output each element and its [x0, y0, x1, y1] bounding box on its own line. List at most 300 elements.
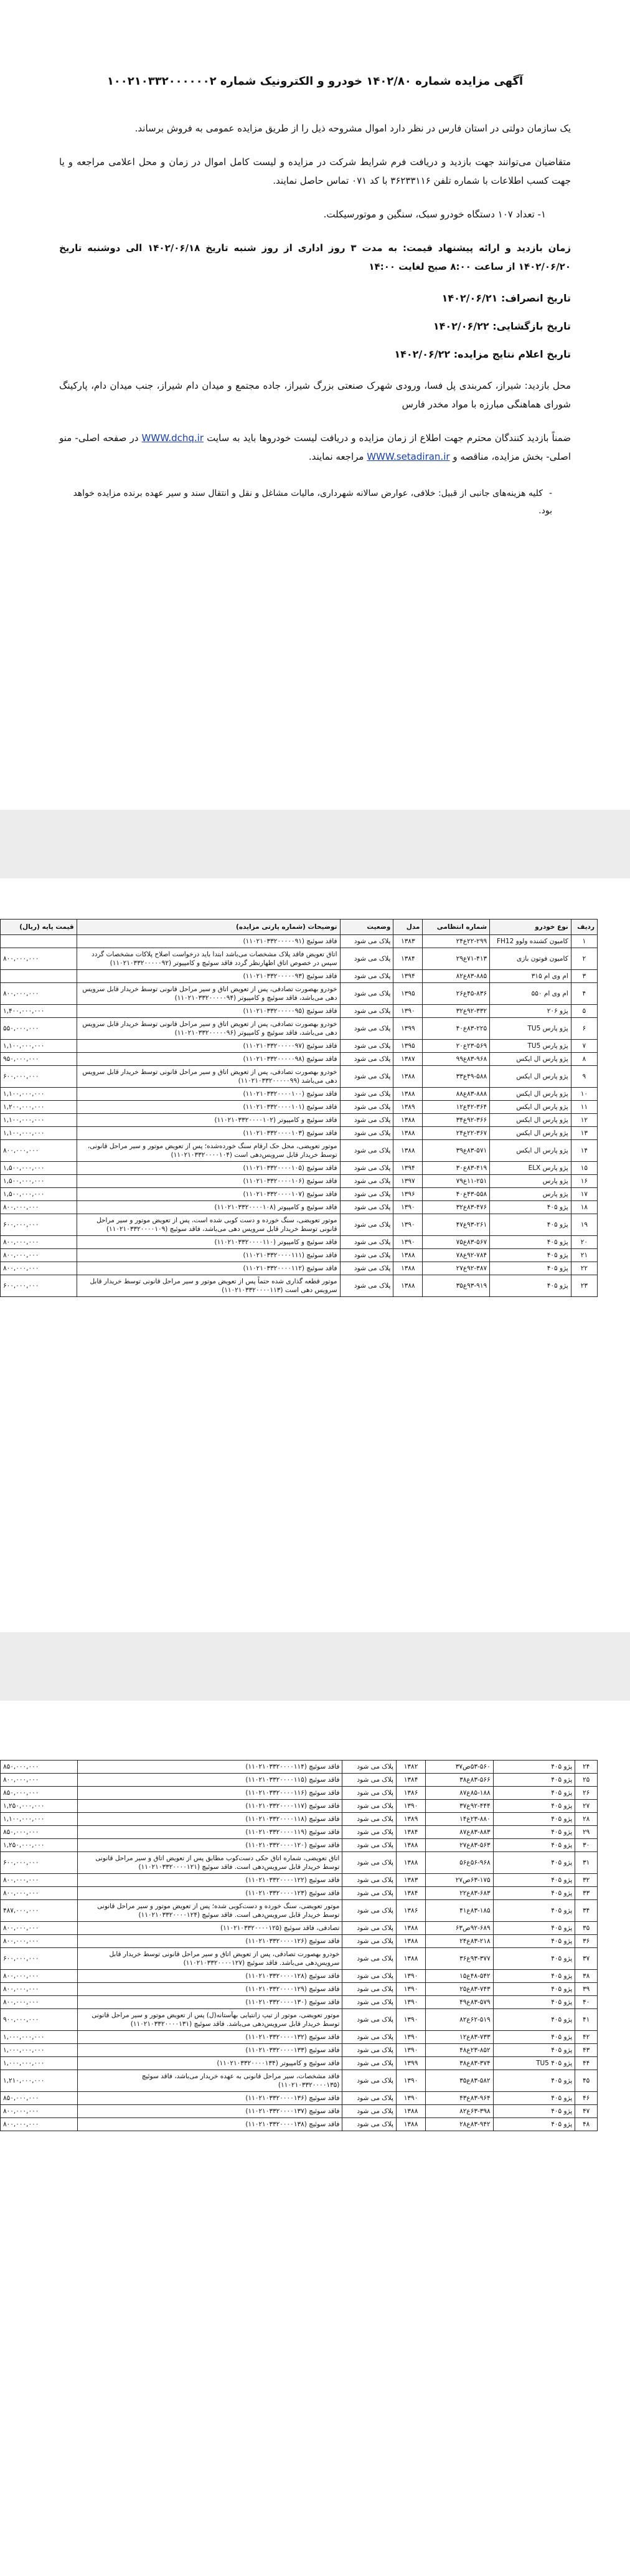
cell-price: ۸۵۰,۰۰۰,۰۰۰ [1, 1787, 78, 1800]
cell-desc: فاقد سوئیچ (۱۱۰۲۱۰۳۳۲۰۰۰۰۰۹۵) [77, 1005, 340, 1018]
cell-desc: فاقد سوئیچ (۱۱۰۲۱۰۳۳۲۰۰۰۰۱۰۳) [77, 1127, 340, 1140]
note-suffix: مراجعه نمایند. [308, 451, 364, 462]
table-row [1, 1162, 598, 1175]
table-row [1, 1948, 598, 1970]
vehicle-table-part-1 [0, 919, 598, 1297]
header-price: قیمت پایه (ریال) [1, 920, 77, 935]
cell-plate: ۸۳-۵۶۳ع۲۷ [426, 1839, 493, 1852]
cell-model: ۱۳۹۰ [396, 2009, 425, 2031]
cell-car: پژو پارس [490, 1188, 571, 1201]
cell-model: ۱۳۸۸ [393, 1114, 423, 1127]
cell-plate: ۸۳-۶۸۳ع۲۲ [426, 1887, 493, 1900]
table-row [1, 1053, 598, 1066]
cell-row: ۴۶ [575, 2092, 598, 2105]
cell-row: ۴۲ [575, 2031, 598, 2044]
table-row [1, 1800, 598, 1813]
cell-row: ۲۱ [571, 1249, 597, 1262]
table-row [1, 983, 598, 1005]
cell-row: ۲۷ [575, 1800, 598, 1813]
table-row [1, 1262, 598, 1275]
page-3 [0, 1701, 630, 2576]
cell-car: پژو ۴۰۵ [493, 1800, 575, 1813]
cell-plate: ۸۳-۷۳۳ع۱۲ [426, 2031, 493, 2044]
cell-car: پژو پارس TU5 [490, 1018, 571, 1040]
cell-model: ۱۳۸۸ [396, 1935, 425, 1948]
cell-price: ۸۰۰,۰۰۰,۰۰۰ [1, 1774, 78, 1787]
cell-row: ۴ [571, 983, 597, 1005]
cell-status: پلاک می شود [342, 1887, 397, 1900]
table-row [1, 1935, 598, 1948]
cell-row: ۳۷ [575, 1948, 598, 1970]
cell-plate: ۸۳-۵۷۹ع۴۹ [426, 1996, 493, 2009]
cell-car: پژو ۴۰۵ [493, 1774, 575, 1787]
cell-status: پلاک می شود [340, 1162, 393, 1175]
cell-model: ۱۳۸۸ [393, 1262, 423, 1275]
cell-model: ۱۳۹۴ [393, 1162, 423, 1175]
cell-plate: ۶۳-۱۷۵ص۲۷ [426, 1874, 493, 1887]
cell-desc: فاقد سوئیچ (۱۱۰۲۱۰۳۳۲۰۰۰۰۰۹۳) [77, 970, 340, 983]
cell-model: ۱۳۹۵ [393, 983, 423, 1005]
table-row [1, 1983, 598, 1996]
table-row [1, 1275, 598, 1297]
cell-car: پژو ۴۰۵ [493, 1935, 575, 1948]
cell-car: پژو پارس ال ایکس [490, 1066, 571, 1088]
site-link-setadiran[interactable]: WWW.setadiran.ir [367, 451, 450, 462]
table-row [1, 1970, 598, 1983]
cell-row: ۳۵ [575, 1922, 598, 1935]
cell-car: پژو ۴۰۵ [493, 1813, 575, 1826]
cell-status: پلاک می شود [342, 1774, 397, 1787]
cell-desc: فاقد سوئیچ (۱۱۰۲۱۰۳۳۲۰۰۰۰۰۹۱) [77, 935, 340, 948]
cell-status: پلاک می شود [342, 1996, 397, 2009]
cell-desc: خودرو بهصورت تصادفی، پس از تعویض اتاق و سیر مراحل قانونی توسط خریدار قابل سرویس‌دهی می‌باشد. فاقد سوئیچ (۱۱۰۲۱۰۳۳۲۰۰۰۰۱۲۷) [77, 1948, 342, 1970]
cell-car: پژو ۴۰۵ [493, 2118, 575, 2131]
cell-status: پلاک می شود [340, 1175, 393, 1188]
cell-desc: فاقد سوئیچ (۱۱۰۲۱۰۳۳۲۰۰۰۰۱۳۶) [77, 2092, 342, 2105]
cell-desc: خودرو بهصورت تصادفی، پس از تعویض اتاق و سیر مراحل قانونی توسط خریدار قابل سرویس دهی می‌باشد (۱۱۰۲۱۰۳۳۲۰۰۰۰۰۹۹) [77, 1066, 340, 1088]
cell-price: ۸۰۰,۰۰۰,۰۰۰ [1, 2105, 78, 2118]
cell-price: ۹۰۰,۰۰۰,۰۰۰ [1, 2009, 78, 2031]
cell-car: پژو ۴۰۵ [493, 1970, 575, 1983]
cell-plate: ۷۱-۴۱۳ع۲۹ [423, 948, 490, 970]
cell-model: ۱۳۸۸ [396, 1852, 425, 1874]
cell-price: ۸۰۰,۰۰۰,۰۰۰ [1, 983, 77, 1005]
table-row [1, 1018, 598, 1040]
page-separator [0, 810, 630, 878]
cell-desc: فاقد سوئیچ (۱۱۰۲۱۰۳۳۲۰۰۰۰۱۳۳) [77, 2044, 342, 2057]
cell-plate: ۸۵-۱۸۸ع۸۷ [426, 1787, 493, 1800]
cell-plate: ۸۳-۷۴۳ع۲۵ [426, 1983, 493, 1996]
cell-row: ۴۴ [575, 2057, 598, 2070]
cell-price: ۸۰۰,۰۰۰,۰۰۰ [1, 1970, 78, 1983]
cell-row: ۴۰ [575, 1996, 598, 2009]
cell-desc: موتور تعویضی، موتور از تیپ زانتیایی بهآستانه(ل) پس از تعویض موتور و سیر مراحل قانونی توسط خریدار قابل سرویس‌دهی می‌باشد. فاقد سوئیچ (۱۱۰۲۱۰۳۳۲۰۰۰۰۱۳۱) [77, 2009, 342, 2031]
cell-plate: ۸۳-۵۶۷ع۷۵ [423, 1236, 490, 1249]
announcement-body [0, 0, 630, 520]
cell-model: ۱۳۹۵ [393, 1040, 423, 1053]
cell-row: ۱۹ [571, 1214, 597, 1236]
cell-price: ۱,۲۵۰,۰۰۰,۰۰۰ [1, 1800, 78, 1813]
page-2 [0, 878, 630, 1632]
cell-row: ۳۶ [575, 1935, 598, 1948]
cell-model: ۱۳۸۸ [393, 1127, 423, 1140]
cell-row: ۲۸ [575, 1813, 598, 1826]
cell-desc: موتور تعویضی، محل حک ارقام سنگ خورده‌شده؛ پس از تعویض موتور و سیر مراحل قانونی، توسط خریدار قابل سرویس‌دهی است (۱۱۰۲۱۰۳۳۲۰۰۰۰۱۰۴) [77, 1140, 340, 1162]
cell-price: ۱,۲۵۰,۰۰۰,۰۰۰ [1, 1839, 78, 1852]
cell-price [1, 935, 77, 948]
cell-price: ۸۰۰,۰۰۰,۰۰۰ [1, 1996, 78, 2009]
page-title: آگهی مزایده شماره ۱۴۰۲/۸۰ خودرو و الکترونیک شماره ۱۰۰۲۱۰۳۳۲۰۰۰۰۰۰۲ [106, 75, 524, 88]
cell-model: ۱۳۸۸ [393, 1140, 423, 1162]
table-row [1, 2031, 598, 2044]
cell-desc: فاقد سوئیچ (۱۱۰۲۱۰۳۳۲۰۰۰۰۱۱۸) [77, 1813, 342, 1826]
cell-plate: ۸۳-۱۸۵ع۴۱ [426, 1900, 493, 1922]
cell-car: پژو ۴۰۵ [493, 1983, 575, 1996]
cell-model: ۱۳۹۰ [393, 1214, 423, 1236]
cell-status: پلاک می شود [340, 1262, 393, 1275]
cell-status: پلاک می شود [342, 1900, 397, 1922]
cell-price: ۸۰۰,۰۰۰,۰۰۰ [1, 1236, 77, 1249]
cell-desc: اتاق تعویض فاقد پلاک مشخصات می‌باشد ابتدا باید درخواست اصلاح پلاکات مشخصات گردد سپس در خصوص اتاق اظهارنظر گردد فاقد سوئیچ و کامپیوتر (۱۱۰۲۱۰۳۳۲۰۰۰۰۰۹۲) [77, 948, 340, 970]
cell-model: ۱۳۹۰ [396, 2044, 425, 2057]
cell-model: ۱۳۹۰ [396, 1996, 425, 2009]
cell-plate: ۲۲-۲۹۹ع۲۴ [423, 935, 490, 948]
cell-desc: موتور تعویضی، سنگ خورده و دست کوبی شده است، پس از تعویض موتور و سیر مراحل قانونی توسط خریدار قابل سرویس دهی می‌باشد، فاقد سوئیچ (۱۱۰۲۱۰۳۳۲۰۰۰۰۱۰۹) [77, 1214, 340, 1236]
cell-model: ۱۳۸۸ [396, 1922, 425, 1935]
cell-status: پلاک می شود [340, 948, 393, 970]
table-body [1, 935, 598, 1297]
cell-model: ۱۳۹۰ [393, 1201, 423, 1214]
cell-desc: فاقد سوئیچ (۱۱۰۲۱۰۳۳۲۰۰۰۰۱۰۷) [77, 1188, 340, 1201]
cell-row: ۴۱ [575, 2009, 598, 2031]
cell-car: پژو پارس ال ایکس [490, 1101, 571, 1114]
cell-desc: فاقد سوئیچ (۱۱۰۲۱۰۳۳۲۰۰۰۰۱۰۱) [77, 1101, 340, 1114]
cell-plate: ۸۳-۲۲۵ع۴۰ [423, 1018, 490, 1040]
cell-model: ۱۳۸۹ [393, 1101, 423, 1114]
cell-desc: فاقد سوئیچ (۱۱۰۲۱۰۳۳۲۰۰۰۰۱۱۲) [77, 1262, 340, 1275]
cell-status: پلاک می شود [340, 1249, 393, 1262]
cell-plate: ۸۳-۴۷۶ع۳۲ [423, 1201, 490, 1214]
cell-status: پلاک می شود [342, 1852, 397, 1874]
cell-car: کامیون فوتون بازی [490, 948, 571, 970]
cell-car: پژو ۴۰۵ [493, 1874, 575, 1887]
cell-status: پلاک می شود [342, 2031, 397, 2044]
header-model: مدل [393, 920, 423, 935]
cell-plate: ۹۳-۹۱۹ع۳۵ [423, 1275, 490, 1297]
cell-plate: ۴۲-۳۶۴ع۱۲ [423, 1101, 490, 1114]
cell-row: ۷ [571, 1040, 597, 1053]
site-link-dchq[interactable]: WWW.dchq.ir [141, 432, 204, 444]
cell-plate: ۸۳-۵۷۱ع۳۹ [423, 1140, 490, 1162]
cell-desc: فاقد سوئیچ (۱۱۰۲۱۰۳۳۲۰۰۰۰۱۲۰) [77, 1839, 342, 1852]
cell-car: پژو ۴۰۵ [493, 1826, 575, 1839]
applicants-paragraph: متقاضیان می‌توانند جهت بازدید و دریافت فرم شرایط شرکت در مزایده و لیست کامل اموال در زمان و محل اعلامی مراجعه و یا جهت کسب اطلاعات با شماره تلفن ۳۶۲۳۳۱۱۶ با کد ۰۷۱ تماس حاصل نمایند. [59, 156, 571, 186]
cell-plate: ۲۳-۵۶۹ع۲۰ [423, 1040, 490, 1053]
cell-plate: ۸۳-۸۸۳ع۸۷ [426, 1826, 493, 1839]
results-date: تاریخ اعلام نتایج مزایده: ۱۴۰۲/۰۶/۲۲ [394, 348, 571, 360]
page-separator [0, 1632, 630, 1701]
cell-desc: فاقد سوئیچ (۱۱۰۲۱۰۳۳۲۰۰۰۰۱۲۹) [77, 1983, 342, 1996]
cell-desc: فاقد سوئیچ و کامپیوتر (۱۱۰۲۱۰۳۳۲۰۰۰۰۱۱۰) [77, 1236, 340, 1249]
header-status: وضعیت [340, 920, 393, 935]
cell-status: پلاک می شود [340, 1188, 393, 1201]
table-row [1, 935, 598, 948]
cell-status: پلاک می شود [342, 1948, 397, 1970]
cell-car: پژو ۴۰۵ [490, 1201, 571, 1214]
intro-paragraph: یک سازمان دولتی در استان فارس در نظر دارد اموال مشروحه ذیل را از طریق مزایده عمومی به فروش برساند. [134, 123, 571, 134]
cell-model: ۱۳۸۸ [396, 2105, 425, 2118]
cell-price: ۸۰۰,۰۰۰,۰۰۰ [1, 1935, 78, 1948]
cell-car: پژو ۴۰۵ [493, 1996, 575, 2009]
costs-note: کلیه هزینه‌های جانبی از قبیل: خلافی، عوارض سالانه شهرداری، مالیات مشاغل و نقل و انتقال سند و سیر عهده برنده مزایده خواهد بود. [73, 488, 552, 516]
cell-car: پژو ۴۰۵ [490, 1275, 571, 1297]
table-row [1, 2044, 598, 2057]
cell-plate: ۹۲-۳۸۷ع۲۷ [423, 1262, 490, 1275]
cell-status: پلاک می شود [342, 1813, 397, 1826]
cell-plate: ۴۵-۸۳۶ع۲۶ [423, 983, 490, 1005]
cell-status: پلاک می شود [342, 1800, 397, 1813]
cell-row: ۳۹ [575, 1983, 598, 1996]
cell-model: ۱۳۸۸ [393, 1249, 423, 1262]
cell-model: ۱۳۸۷ [393, 1053, 423, 1066]
cell-price: ۱,۴۰۰,۰۰۰,۰۰۰ [1, 1005, 77, 1018]
cell-plate: ۸۳-۳۷۴ع۳۸ [426, 2057, 493, 2070]
cell-row: ۳۱ [575, 1852, 598, 1874]
cell-row: ۲۰ [571, 1236, 597, 1249]
table-row [1, 1175, 598, 1188]
table-row [1, 1774, 598, 1787]
cell-model: ۱۳۸۲ [396, 1761, 425, 1774]
cell-price: ۱,۵۰۰,۰۰۰,۰۰۰ [1, 1188, 77, 1201]
cell-desc: فاقد سوئیچ (۱۱۰۲۱۰۳۳۲۰۰۰۰۱۱۷) [77, 1800, 342, 1813]
cell-plate: ۲۲-۳۶۷ع۲۴ [423, 1127, 490, 1140]
table-row [1, 1127, 598, 1140]
table-row [1, 1826, 598, 1839]
cell-price: ۱,۵۰۰,۰۰۰,۰۰۰ [1, 1175, 77, 1188]
table-row [1, 1996, 598, 2009]
cell-desc: فاقد سوئیچ (۱۱۰۲۱۰۳۳۲۰۰۰۰۱۱۶) [77, 1787, 342, 1800]
cell-car: پژو پارس ال ایکس [490, 1114, 571, 1127]
cell-status: پلاک می شود [342, 2009, 397, 2031]
cell-price [1, 970, 77, 983]
cell-price: ۸۰۰,۰۰۰,۰۰۰ [1, 1249, 77, 1262]
cell-car: پژو ۴۰۵ [493, 1900, 575, 1922]
visit-time: زمان بازدید و ارائه پیشنهاد قیمت: به مدت ۳ روز اداری از روز شنبه تاریخ ۱۴۰۲/۰۶/۱۸ الی دوشنبه تاریخ ۱۴۰۲/۰۶/۲۰ از ساعت ۸:۰۰ صبح لغایت ۱۴:۰۰ [59, 242, 571, 272]
cell-car: ام وی ام ۵۵۰ [490, 983, 571, 1005]
cell-plate: ۹۲-۳۶۶ع۳۴ [423, 1114, 490, 1127]
cell-price: ۸۰۰,۰۰۰,۰۰۰ [1, 948, 77, 970]
cell-status: پلاک می شود [342, 1787, 397, 1800]
visit-place: محل بازدید: شیراز، کمربندی پل فسا، ورودی شهرک صنعتی بزرگ شیراز، جاده مجتمع و میدان دام شیراز، جنب میدان دام، پارکینگ شورای هماهنگی مبارزه با مواد مخدر فارس [59, 380, 571, 410]
table-row [1, 2057, 598, 2070]
cell-model: ۱۳۸۴ [396, 1826, 425, 1839]
cell-status: پلاک می شود [342, 1874, 397, 1887]
cell-row: ۲۲ [571, 1262, 597, 1275]
cell-model: ۱۳۹۰ [396, 1800, 425, 1813]
cell-car: پژو ۴۰۵ [493, 1839, 575, 1852]
cell-row: ۲ [571, 948, 597, 970]
table-row [1, 1874, 598, 1887]
cell-status: پلاک می شود [340, 1018, 393, 1040]
cell-car: پژو پارس ال ایکس [490, 1088, 571, 1101]
table-row [1, 1188, 598, 1201]
table-row [1, 948, 598, 970]
expiry-date: تاریخ انصراف: ۱۴۰۲/۰۶/۲۱ [441, 292, 571, 304]
cell-status: پلاک می شود [340, 983, 393, 1005]
cell-price: ۸۰۰,۰۰۰,۰۰۰ [1, 1922, 78, 1935]
cell-desc: فاقد سوئیچ (۱۱۰۲۱۰۳۳۲۰۰۰۰۱۲۶) [77, 1935, 342, 1948]
cell-row: ۱۴ [571, 1140, 597, 1162]
cell-row: ۱۵ [571, 1162, 597, 1175]
cell-car: پژو ۴۰۵ [493, 1761, 575, 1774]
cell-plate: ۵۶-۹۶۸ع۵۶ [426, 1852, 493, 1874]
cell-status: پلاک می شود [340, 1088, 393, 1101]
cell-car: پژو ۴۰۵ [493, 1922, 575, 1935]
cell-desc: فاقد سوئیچ (۱۱۰۲۱۰۳۳۲۰۰۰۰۱۰۶) [77, 1175, 340, 1188]
cell-desc: فاقد سوئیچ (۱۱۰۲۱۰۳۳۲۰۰۰۰۱۳۰) [77, 1996, 342, 2009]
cell-car: پژو پارس TU5 [490, 1040, 571, 1053]
cell-price: ۱,۵۰۰,۰۰۰,۰۰۰ [1, 1162, 77, 1175]
cell-plate: ۸۳-۹۶۴ع۴۳ [426, 2092, 493, 2105]
bullet-icon: - [548, 488, 552, 498]
cell-row: ۴۵ [575, 2070, 598, 2092]
cell-price: ۱,۱۰۰,۰۰۰,۰۰۰ [1, 1127, 77, 1140]
note-mid: در صفحه اصلی- منو اصلی- بخش مزایده، مناقصه و [59, 432, 571, 462]
cell-model: ۱۳۹۰ [393, 1236, 423, 1249]
cell-status: پلاک می شود [340, 1066, 393, 1088]
cell-status: پلاک می شود [342, 2070, 397, 2092]
cell-plate: ۹۲-۷۸۴ع۷۸ [423, 1249, 490, 1262]
cell-model: ۱۳۹۰ [396, 1983, 425, 1996]
cell-plate: ۸۳-۹۶۸ع۹۹ [423, 1053, 490, 1066]
table-row [1, 1101, 598, 1114]
table-row [1, 1066, 598, 1088]
cell-price: ۴۸۷,۰۰۰,۰۰۰ [1, 1900, 78, 1922]
cell-row: ۴۷ [575, 2105, 598, 2118]
cell-row: ۳۰ [575, 1839, 598, 1852]
cell-desc: فاقد سوئیچ و کامپیوتر (۱۱۰۲۱۰۳۳۲۰۰۰۰۱۰۸) [77, 1201, 340, 1214]
cell-row: ۳۲ [575, 1874, 598, 1887]
cell-model: ۱۳۸۴ [396, 1887, 425, 1900]
cell-price: ۸۵۰,۰۰۰,۰۰۰ [1, 1826, 78, 1839]
cell-car: پژو ۴۰۵ [493, 2044, 575, 2057]
cell-row: ۳۳ [575, 1887, 598, 1900]
cell-model: ۱۳۹۷ [393, 1175, 423, 1188]
table-row [1, 1839, 598, 1852]
table-row [1, 1140, 598, 1162]
cell-desc: فاقد سوئیچ (۱۱۰۲۱۰۳۳۲۰۰۰۰۱۱۵) [77, 1774, 342, 1787]
cell-plate: ۶۳-۳۹۸ع۸۲ [426, 2105, 493, 2118]
cell-status: پلاک می شود [342, 1983, 397, 1996]
cell-plate: ۲۳-۸۵۲ع۴۸ [426, 2044, 493, 2057]
cell-status: پلاک می شود [342, 2105, 397, 2118]
cell-plate: ۲۳-۸۸۰ع۱۴ [426, 1813, 493, 1826]
cell-price: ۱,۲۱۰,۰۰۰,۰۰۰ [1, 2070, 78, 2092]
cell-model: ۱۳۹۰ [396, 2070, 425, 2092]
cell-car: پژو ۴۰۵ [493, 2009, 575, 2031]
cell-desc: فاقد سوئیچ (۱۱۰۲۱۰۳۳۲۰۰۰۰۰۹۸) [77, 1053, 340, 1066]
cell-row: ۱۶ [571, 1175, 597, 1188]
cell-status: پلاک می شود [340, 1127, 393, 1140]
cell-price: ۸۰۰,۰۰۰,۰۰۰ [1, 1140, 77, 1162]
cell-row: ۱۲ [571, 1114, 597, 1127]
cell-desc: فاقد سوئیچ (۱۱۰۲۱۰۳۳۲۰۰۰۰۱۲۲) [77, 1874, 342, 1887]
cell-plate: ۹۲-۶۸۹ص۶۳ [426, 1922, 493, 1935]
table-row [1, 1852, 598, 1874]
table-row [1, 1005, 598, 1018]
cell-desc: فاقد سوئیچ (۱۱۰۲۱۰۳۳۲۰۰۰۰۱۲۳) [77, 1887, 342, 1900]
costs-bullet [59, 485, 552, 520]
table-row [1, 1114, 598, 1127]
cell-car: کامیون کشنده ولوو FH12 [490, 935, 571, 948]
cell-model: ۱۳۹۰ [396, 2031, 425, 2044]
cell-status: پلاک می شود [340, 1101, 393, 1114]
header-car-type: نوع خودرو [490, 920, 571, 935]
cell-model: ۱۳۹۹ [396, 2057, 425, 2070]
cell-row: ۲۹ [575, 1826, 598, 1839]
cell-price: ۱,۰۰۰,۰۰۰,۰۰۰ [1, 2031, 78, 2044]
cell-row: ۲۵ [575, 1774, 598, 1787]
cell-car: پژو ۴۰۵ [490, 1236, 571, 1249]
table-row [1, 1787, 598, 1800]
cell-row: ۱۰ [571, 1088, 597, 1101]
table-row [1, 1900, 598, 1922]
cell-status: پلاک می شود [340, 1005, 393, 1018]
header-row-number: ردیف [571, 920, 597, 935]
cell-plate: ۹۲-۳۳۲ع۳۲ [423, 1005, 490, 1018]
cell-desc: فاقد سوئیچ (۱۱۰۲۱۰۳۳۲۰۰۰۰۱۱۴) [77, 1761, 342, 1774]
cell-row: ۱۷ [571, 1188, 597, 1201]
cell-status: پلاک می شود [342, 1839, 397, 1852]
cell-model: ۱۳۸۴ [393, 948, 423, 970]
cell-model: ۱۳۸۹ [396, 1813, 425, 1826]
cell-model: ۱۳۹۰ [396, 2092, 425, 2105]
cell-row: ۲۶ [575, 1787, 598, 1800]
table-row [1, 1040, 598, 1053]
opening-date: تاریخ بازگشایی: ۱۴۰۲/۰۶/۲۲ [433, 320, 571, 332]
header-description: توضیحات (شماره پارتی مزایده) [77, 920, 340, 935]
cell-car: پژو ۴۰۵ [493, 1787, 575, 1800]
cell-plate: ۸۳-۵۸۲ع۳۵ [426, 2070, 493, 2092]
cell-row: ۳۸ [575, 1970, 598, 1983]
cell-car: پژو ۴۰۵ [490, 1249, 571, 1262]
cell-price: ۵۵۰,۰۰۰,۰۰۰ [1, 1018, 77, 1040]
cell-row: ۳۴ [575, 1900, 598, 1922]
cell-price: ۶۰۰,۰۰۰,۰۰۰ [1, 1066, 77, 1088]
table-row [1, 2070, 598, 2092]
vehicle-table-part-2 [0, 1760, 598, 2131]
cell-model: ۱۳۸۸ [396, 1839, 425, 1852]
cell-desc: فاقد سوئیچ (۱۱۰۲۱۰۳۳۲۰۰۰۰۱۱۱) [77, 1249, 340, 1262]
cell-row: ۶ [571, 1018, 597, 1040]
cell-plate: ۴۳-۵۵۸ع۴۰ [423, 1188, 490, 1201]
cell-plate: ۱۱-۲۵۱ع۷۹ [423, 1175, 490, 1188]
cell-car: پژو ۴۰۵ [493, 2070, 575, 2092]
cell-plate: ۸۳-۵۶۶ع۳۸ [426, 1774, 493, 1787]
cell-desc: خودرو بهصورت تصادفی، پس از تعویض اتاق و سیر مراحل قانونی توسط خریدار قابل سرویس دهی می‌باشد، فاقد سوئیچ و کامپیوتر (۱۱۰۲۱۰۳۳۲۰۰۰۰۰۹۶) [77, 1018, 340, 1040]
cell-car: پژو ۴۰۵ [493, 1852, 575, 1874]
cell-row: ۲۳ [571, 1275, 597, 1297]
cell-price: ۱,۰۰۰,۰۰۰,۰۰۰ [1, 2057, 78, 2070]
table-row [1, 1761, 598, 1774]
cell-desc: فاقد سوئیچ و کامپیوتر (۱۱۰۲۱۰۳۳۲۰۰۰۰۱۰۲) [77, 1114, 340, 1127]
cell-status: پلاک می شود [340, 1053, 393, 1066]
cell-status: پلاک می شود [342, 1922, 397, 1935]
cell-status: پلاک می شود [340, 970, 393, 983]
cell-status: پلاک می شود [340, 1040, 393, 1053]
cell-desc: موتور تعویضی، سنگ خورده و دست‌کوبی شده؛ پس از تعویض موتور و سیر مراحل قانونی توسط خریدار قابل سرویس‌دهی است. فاقد سوئیچ (۱۱۰۲۱۰۳۳۲۰۰۰۰۱۲۴) [77, 1900, 342, 1922]
cell-status: پلاک می شود [342, 2092, 397, 2105]
